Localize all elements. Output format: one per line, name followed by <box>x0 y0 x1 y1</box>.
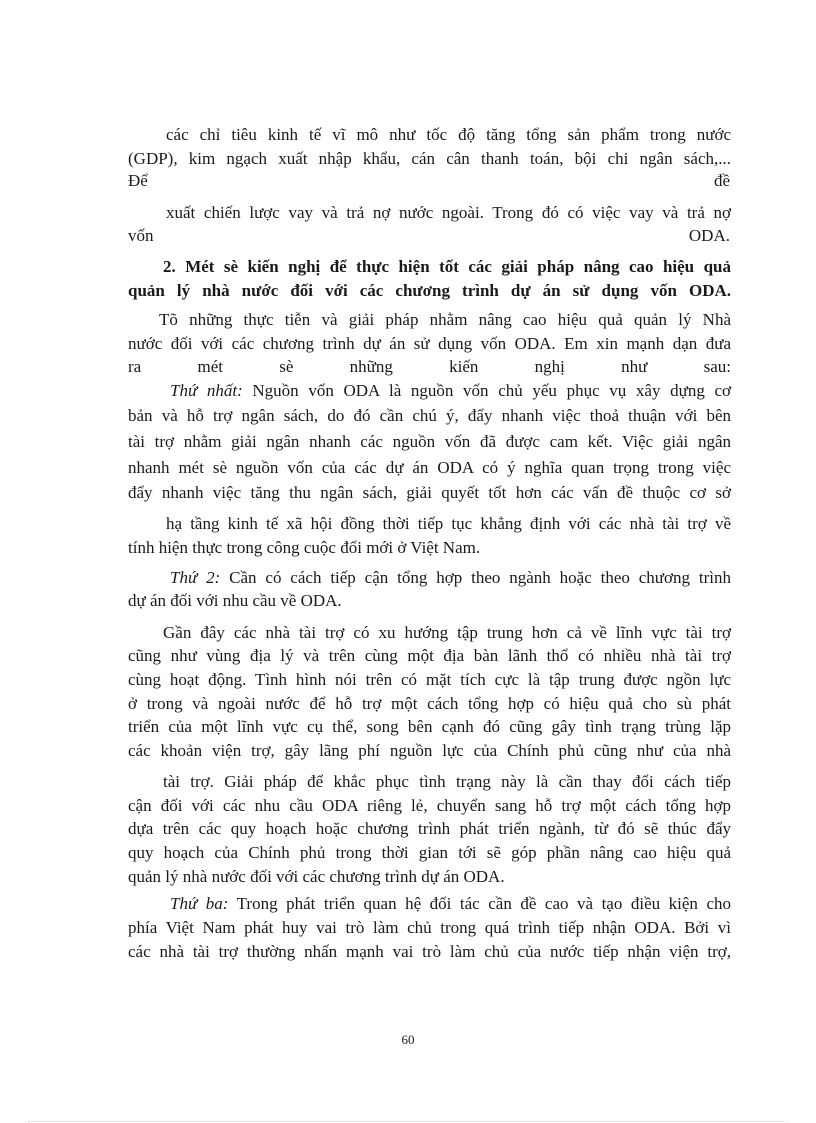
section-heading: 2. Mét sè kiến nghị để thực hiện tốt các giải pháp nâng cao hiệu quả <box>163 257 731 276</box>
text-line <box>170 893 731 915</box>
text-line: triển của một lĩnh vực cụ thể, song bên cạnh đó cũng gây tình trạng trùng lặp <box>128 717 731 736</box>
text-line: tính hiện thực trong công cuộc đổi mới ở Việt Nam. <box>128 538 481 557</box>
text-line: cũng như vùng địa lý và trên cùng một địa bàn lãnh thổ có nhiều nhà tài trợ <box>128 646 731 665</box>
text-line: bản và hỗ trợ ngân sách, do đó cần chú ý, đẩy nhanh việc thoả thuận với bên <box>128 406 731 425</box>
text-line: tài trợ. Giải pháp để khắc phục tình trạng này là cần thay đổi cách tiếp <box>163 772 731 791</box>
text-line: đề <box>713 171 730 190</box>
text-line: vốn <box>128 226 154 245</box>
text-line: Gần đây các nhà tài trợ có xu hướng tập trung hơn cả về lĩnh vực tài trợ <box>163 623 731 642</box>
text-line: quản lý nhà nước đối với các chương trình dự án ODA. <box>128 867 505 886</box>
text-line: ở trong và ngoài nước để hỗ trợ một cách tổng hợp có hiệu quả cho sù phát <box>128 694 731 713</box>
text-line: nhanh mét sè nguồn vốn của các dự án ODA có ý nghĩa quan trọng trong việc <box>128 458 731 477</box>
text-line: quy hoạch của Chính phủ trong thời gian tới sẽ góp phần nâng cao hiệu quả <box>128 843 731 862</box>
section-heading: quản lý nhà nước đối với các chương trình dự án sử dụng vốn ODA. <box>128 281 731 300</box>
word: ra <box>128 357 142 376</box>
text-line: phía Việt Nam phát huy vai trò làm chủ trong quá trình tiếp nhận ODA. Bởi vì <box>128 918 731 937</box>
text-line: các chỉ tiêu kinh tế vĩ mô như tốc độ tăng tổng sản phẩm trong nước <box>166 125 731 144</box>
text-line: cận đối với các nhu cầu ODA riêng lẻ, chuyển sang hỗ trợ một cách tổng hợp <box>128 796 731 815</box>
page-edge-divider <box>28 1121 788 1122</box>
word: nghị <box>534 357 565 376</box>
text-line: Để <box>128 171 148 190</box>
item-text: Nguồn vốn ODA là nguồn vốn chủ yếu phục vụ xây dựng cơ <box>242 381 731 400</box>
spread-line <box>128 356 731 378</box>
word: như <box>621 357 648 376</box>
word: mét <box>197 357 223 376</box>
page-number: 60 <box>401 1032 415 1047</box>
item-label: Thứ nhất: <box>170 381 243 400</box>
text-line <box>170 380 731 402</box>
text-line: hạ tầng kinh tế xã hội đồng thời tiếp tục khẳng định với các nhà tài trợ về <box>166 514 731 533</box>
text-line: các khoản viện trợ, gây lãng phí nguồn lực của Chính phủ cũng như của nhà <box>128 741 731 760</box>
text-line: cùng hoạt động. Tình hình nói trên có mặt tích cực là tập trung được ngồn lực <box>128 670 731 689</box>
text-line: ODA. <box>688 226 730 245</box>
word: sè <box>279 357 294 376</box>
item-label: Thứ 2: <box>170 568 221 587</box>
text-line: dự án đối với nhu cầu về ODA. <box>128 591 342 610</box>
text-line <box>170 567 731 589</box>
word: kiến <box>449 357 479 376</box>
text-line: xuất chiến lược vay và trả nợ nước ngoài. Trong đó có việc vay và trả nợ <box>166 203 731 222</box>
item-text: Trong phát triển quan hệ đối tác cần đề cao và tạo điều kiện cho <box>228 894 731 913</box>
item-label: Thứ ba: <box>170 894 229 913</box>
text-line: các nhà tài trợ thường nhấn mạnh vai trò làm chủ của nước tiếp nhận viện trợ, <box>128 942 731 961</box>
text-line: (GDP), kim ngạch xuất nhập khẩu, cán cân thanh toán, bội chi ngân sách,... <box>128 149 731 168</box>
word: những <box>349 357 393 376</box>
text-line: tài trợ nhằm giải ngân nhanh các nguồn vốn đã được cam kết. Việc giải ngân <box>128 432 731 451</box>
text-line: Tõ những thực tiễn và giải pháp nhằm nâng cao hiệu quả quản lý Nhà <box>159 310 731 329</box>
text-line: nước đối với các chương trình dự án sử dụng vốn ODA. Em xin mạnh dạn đưa <box>128 334 731 353</box>
text-line: đẩy nhanh việc tăng thu ngân sách, giải quyết tốt hơn các vấn đề thuộc cơ sở <box>128 483 731 502</box>
word: sau: <box>703 357 731 376</box>
item-text: Cần có cách tiếp cận tổng hợp theo ngành hoặc theo chương trình <box>220 568 731 587</box>
text-line: dựa trên các quy hoạch hoặc chương trình phát triển ngành, từ đó sẽ thúc đẩy <box>128 819 731 838</box>
